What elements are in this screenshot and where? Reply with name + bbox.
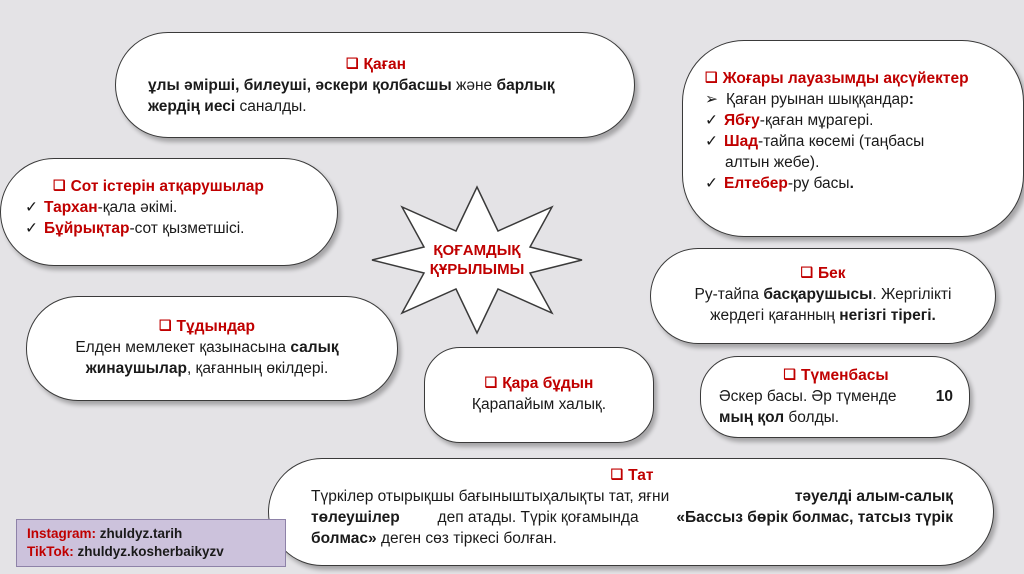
kara-text: Қарапайым халық. — [471, 396, 607, 413]
tudyndar-line2 — [27, 358, 387, 379]
tudyndar-title-row — [27, 315, 387, 337]
sot-item-1-term: Тархан — [44, 199, 98, 216]
tudyndar-text-1: Елден мемлекет қазынасына — [75, 339, 291, 356]
tudyndar-bubble — [26, 296, 398, 401]
sot-title-row — [25, 175, 327, 197]
checkbox-square-icon: ❑ — [53, 177, 66, 193]
instagram-row — [27, 525, 275, 543]
zhogary-item-3-term: Шад — [724, 133, 759, 150]
tat-title: Тат — [628, 467, 654, 484]
bek-text-bold-1: басқарушысы — [763, 286, 873, 303]
tudyndar-text-bold-1: салық — [290, 339, 339, 356]
tat-text-1: Түркілер отырықшы бағыныштыҳалықты тат, яғни — [311, 488, 670, 505]
check-icon: ✓ — [705, 175, 718, 192]
tumen-line2 — [719, 407, 953, 428]
tumen-text-bold-2: мың қол — [719, 409, 785, 426]
sot-item-2 — [25, 218, 327, 239]
kara-title: Қара бұдын — [502, 375, 594, 392]
zhogary-item-4-tail: . — [849, 175, 854, 192]
tiktok-handle: zhuldyz.kosherbaikyzv — [73, 544, 224, 559]
instagram-handle: zhuldyz.tarih — [96, 526, 183, 541]
tat-text-3: деген сөз тіркесі болған. — [376, 530, 557, 547]
tudyndar-text-bold-2: жинаушылар — [85, 360, 187, 377]
kagan-text-bold-3: жердің иесі — [148, 98, 236, 115]
zhogary-title-row — [705, 67, 1013, 89]
kagan-text-2: саналды. — [235, 98, 307, 115]
tumen-title: Түменбасы — [800, 367, 889, 384]
tudyndar-line1 — [27, 337, 387, 358]
zhogary-item-3-cont — [705, 152, 1013, 173]
sot-item-1 — [25, 197, 327, 218]
bek-text-1: Ру-тайпа — [694, 286, 764, 303]
instagram-label: Instagram: — [27, 526, 97, 541]
checkbox-square-icon: ❑ — [158, 317, 172, 333]
tumen-line1 — [719, 386, 953, 407]
sot-title: Сот істерін атқарушылар — [70, 178, 264, 195]
tat-line1 — [311, 486, 953, 507]
tudyndar-text-2: , қағанның өкілдері. — [186, 360, 329, 377]
zhogary-item-2 — [705, 110, 1013, 131]
kagan-text-bold-2: барлық — [496, 77, 555, 94]
zhogary-item-1-tail: : — [908, 91, 914, 108]
bek-text-2: . Жергілікті — [872, 286, 952, 303]
social-handles — [16, 519, 286, 567]
bek-text-3: жердегі қағанның — [710, 307, 840, 324]
checkbox-square-icon: ❑ — [484, 374, 498, 390]
kagan-title: Қаған — [363, 56, 407, 73]
tumen-bubble — [700, 356, 970, 438]
kara-bubble — [424, 347, 654, 443]
zhogary-item-3-text-2: алтын жебе). — [725, 154, 820, 171]
bek-title-row — [651, 262, 995, 284]
checkbox-square-icon: ❑ — [345, 55, 359, 71]
tat-quote-1: «Бассыз бөрік болмас, татсыз түрік — [676, 509, 953, 526]
sot-item-1-text: -қала әкімі. — [97, 199, 178, 216]
zhogary-item-1 — [705, 89, 1013, 110]
tat-line3 — [311, 528, 953, 549]
check-icon: ✓ — [705, 133, 718, 150]
zhogary-item-2-term: Ябғу — [724, 112, 760, 129]
zhogary-item-4 — [705, 173, 1013, 194]
check-icon: ✓ — [25, 220, 38, 237]
checkbox-square-icon: ❑ — [610, 466, 624, 482]
kara-title-row — [425, 372, 653, 394]
kagan-bubble — [115, 32, 635, 138]
kagan-line1 — [148, 75, 604, 96]
tumen-title-row — [719, 364, 953, 386]
zhogary-item-3 — [705, 131, 1013, 152]
tat-quote-2: болмас» — [311, 530, 377, 547]
checkbox-square-icon: ❑ — [800, 264, 814, 280]
sot-item-2-term: Бұйрықтар — [44, 220, 130, 237]
zhogary-title: Жоғары лауазымды ақсүйектер — [722, 70, 969, 87]
bek-bubble — [650, 248, 996, 344]
tat-line2 — [311, 507, 953, 528]
tiktok-row — [27, 543, 275, 561]
zhogary-item-1-text: Қаған руынан шыққандар — [726, 91, 909, 108]
zhogary-item-3-text: -тайпа көсемі (таңбасы — [758, 133, 925, 150]
tat-text-bold-2: төлеушілер — [311, 509, 400, 526]
kagan-title-row — [148, 53, 604, 75]
kagan-text-1: және — [451, 77, 497, 94]
tumen-text-1: Әскер басы. Әр түменде — [719, 388, 897, 405]
center-star — [370, 185, 584, 335]
tat-text-bold-1: тәуелді алым-салық — [794, 488, 953, 505]
check-icon: ✓ — [25, 199, 38, 216]
tiktok-label: TikTok: — [27, 544, 74, 559]
bek-title: Бек — [818, 265, 846, 282]
tudyndar-title: Тұдындар — [176, 318, 256, 335]
zhogary-item-2-text: -қаған мұрагері. — [759, 112, 874, 129]
bek-line2 — [651, 305, 995, 326]
star-line2: ҚҰРЫЛЫМЫ — [429, 261, 525, 278]
tat-bubble — [268, 458, 994, 566]
zhogary-item-4-text: -ру басы — [787, 175, 850, 192]
tumen-text-2: болды. — [784, 409, 840, 426]
tumen-text-bold-1: 10 — [935, 388, 953, 405]
zhogary-item-4-term: Елтебер — [724, 175, 788, 192]
arrow-right-icon: ➢ — [705, 91, 718, 108]
tat-title-row — [311, 464, 953, 486]
tat-text-2: деп атады. Түрік қоғамында — [437, 509, 639, 526]
checkbox-square-icon: ❑ — [705, 69, 718, 85]
check-icon: ✓ — [705, 112, 718, 129]
kagan-line2 — [148, 96, 604, 117]
bek-text-bold-2: негізгі тірегі. — [839, 307, 936, 324]
bek-line1 — [651, 284, 995, 305]
kagan-text-bold-1: ұлы әмірші, билеуші, әскери қолбасшы — [148, 77, 452, 94]
sot-bubble — [0, 158, 338, 266]
checkbox-square-icon: ❑ — [783, 366, 796, 382]
sot-item-2-text: -сот қызметшісі. — [129, 220, 245, 237]
star-shape — [372, 187, 582, 333]
star-line1: ҚОҒАМДЫҚ — [433, 242, 521, 259]
zhogary-bubble — [682, 40, 1024, 237]
